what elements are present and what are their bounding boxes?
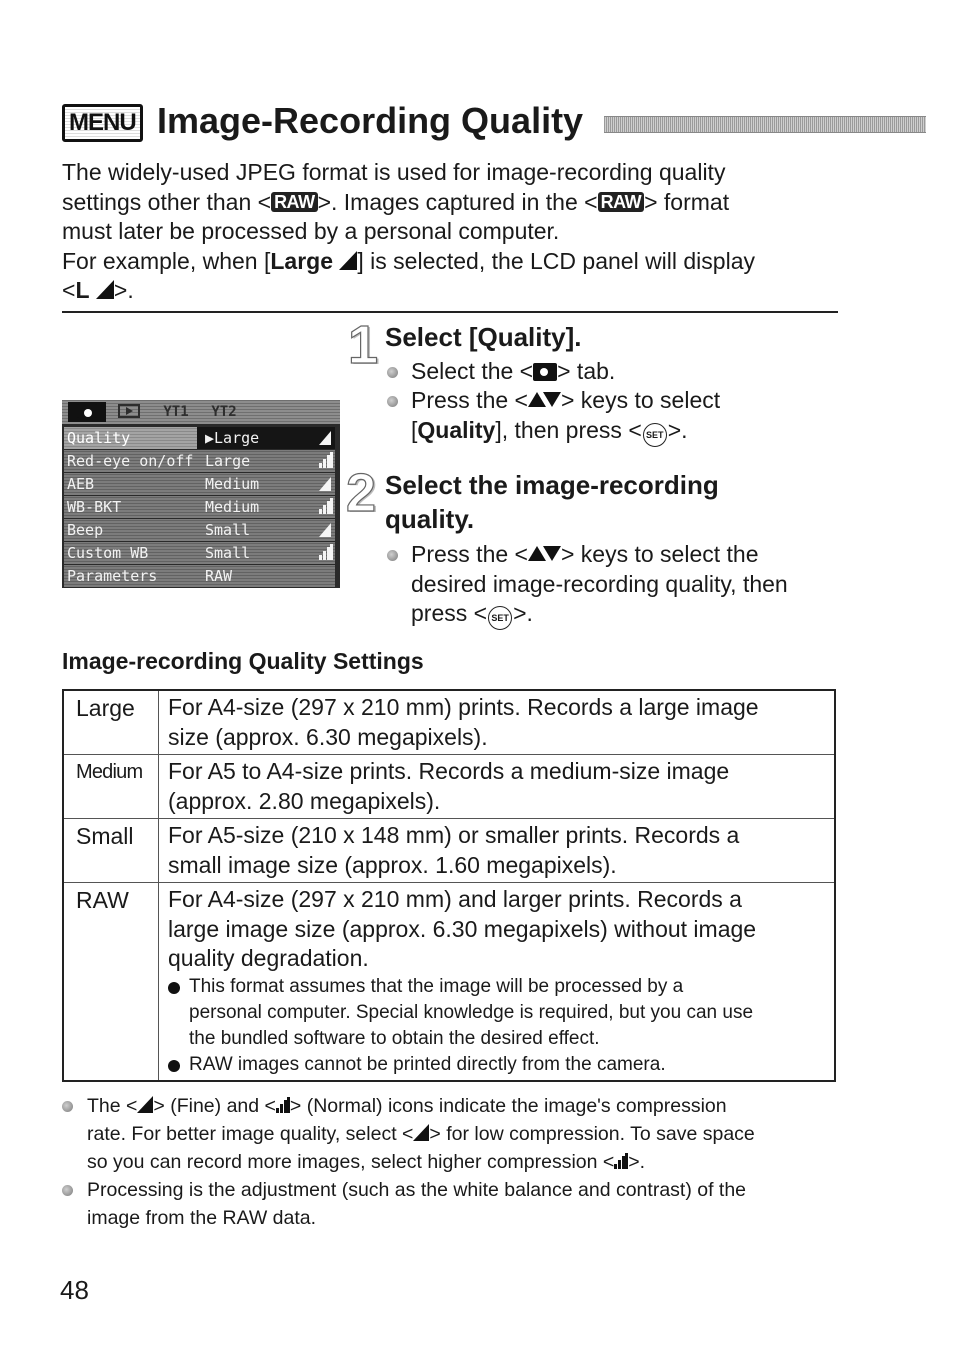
camera-icon — [77, 404, 97, 418]
raw-note: This format assumes that the image will be processed by a personal computer. Special knowledge is required, but you can use the bundled software to obtain the desired effect. — [168, 974, 826, 1052]
lcd-menu-item-beep — [62, 519, 340, 542]
bullet-dot — [168, 1060, 180, 1072]
intro-line-3: must later be processed by a personal computer. — [62, 218, 560, 244]
lcd-tab-bar — [62, 400, 340, 424]
quality-description: For A4-size (297 x 210 mm) prints. Records a large image size (approx. 6.30 megapixels). — [168, 694, 759, 750]
lcd-menu-item-label: Custom WB — [64, 542, 197, 564]
quality-name: RAW — [64, 883, 159, 1080]
fine-quality-icon — [96, 280, 114, 299]
lcd-menu-item-value: Large — [197, 450, 335, 472]
step-2-bullet-1: Press the < > keys to select the desired image-recording quality, then press < SET >. — [385, 540, 845, 630]
table-row — [64, 883, 834, 1080]
step-number-2: 2 — [346, 463, 377, 523]
step-1-bullet-2: Press the < > keys to select [Quality], then press < SET >. — [385, 386, 845, 447]
table-row — [64, 691, 834, 755]
menu-icon: MENU — [62, 104, 143, 142]
quality-name: Medium — [64, 755, 159, 818]
normal-quality-icon — [319, 454, 331, 468]
fine-quality-icon — [413, 1124, 429, 1141]
lcd-menu-item-label: AEB — [64, 473, 197, 495]
bullet-dot — [387, 550, 398, 561]
camera-icon — [533, 363, 557, 381]
set-button-icon: SET — [643, 423, 667, 447]
quality-description: For A5-size (210 x 148 mm) or smaller prints. Records a small image size (approx. 1.60 megapixels). — [168, 822, 740, 878]
lcd-tab-setup2: YT2 — [211, 404, 237, 420]
normal-quality-icon — [614, 1153, 628, 1169]
intro-line-4: For example, when [Large ] is selected, the LCD panel will display — [62, 247, 755, 274]
lcd-tab-playback — [112, 402, 146, 422]
intro-line-1: The widely-used JPEG format is used for image-recording quality — [62, 159, 726, 185]
footnote-processing: Processing is the adjustment (such as the white balance and contrast) of the image from the RAW data. — [62, 1176, 832, 1232]
fine-quality-icon — [319, 431, 331, 445]
intro-line-2: settings other than < RAW >. Images captured in the < RAW > format — [62, 188, 730, 215]
raw-icon: RAW — [271, 192, 318, 212]
lcd-menu-item-value: RAW — [197, 565, 335, 587]
table-row — [64, 819, 834, 883]
intro-line-5: <L >. — [62, 277, 134, 303]
page-title: Image-Recording Quality — [157, 100, 584, 141]
lcd-menu-item-value: Small — [197, 519, 335, 541]
step-number-1: 1 — [348, 315, 379, 375]
lcd-menu-item-quality — [62, 427, 340, 450]
quality-name: Small — [64, 819, 159, 882]
footnote-compression: The < > (Fine) and < > (Normal) icons indicate the image's compression rate. For better image quality, select < > for low compression. To save space so you can record more images, select higher compression < >. — [62, 1092, 832, 1176]
lcd-menu-item-label: Red-eye on/off — [64, 450, 197, 472]
up-key-icon — [528, 392, 546, 407]
section-divider — [62, 311, 838, 313]
quality-settings-table — [62, 689, 836, 1082]
table-row — [64, 755, 834, 819]
lcd-menu-item-value: ▶Large — [197, 427, 335, 449]
fine-quality-icon — [339, 251, 357, 270]
bullet-dot — [387, 396, 398, 407]
quality-description: For A5 to A4-size prints. Records a medium-size image (approx. 2.80 megapixels). — [168, 758, 730, 814]
normal-quality-icon — [319, 546, 331, 560]
fine-quality-icon — [137, 1096, 153, 1113]
fine-quality-icon — [319, 523, 331, 537]
playback-icon — [118, 404, 140, 418]
quality-name: Large — [64, 691, 159, 754]
lcd-menu-item-custom-wb — [62, 542, 340, 565]
quality-description: For A4-size (297 x 210 mm) and larger prints. Records a large image size (approx. 6.30 megapixels) without image quality degradation. This format assumes that the image will be processed by a personal computer. Special knowledge is required, but you can use the bundled software to obtain the desired effect. RAW images cannot be printed directly from the camera. — [159, 883, 834, 1080]
lcd-menu-item-wb-bkt — [62, 496, 340, 519]
lcd-menu-item-value: Medium — [197, 473, 335, 495]
step-2-heading-line-2: quality. — [385, 504, 475, 534]
lcd-menu-item-label: Beep — [64, 519, 197, 541]
step-1-bullet-1: Select the < > tab. — [385, 357, 845, 387]
bullet-dot — [62, 1101, 73, 1112]
up-key-icon — [528, 546, 546, 561]
lcd-menu-item-parameters — [62, 565, 340, 588]
fine-quality-icon — [319, 477, 331, 491]
normal-quality-icon — [276, 1097, 290, 1113]
settings-section-title: Image-recording Quality Settings — [62, 648, 424, 674]
lcd-menu-item-label: Parameters — [64, 565, 197, 587]
step-1-heading: Select [Quality]. — [385, 322, 582, 352]
lcd-menu-item-value: Medium — [197, 496, 335, 518]
raw-icon: RAW — [598, 192, 645, 212]
intro-paragraph — [62, 158, 842, 306]
bullet-dot — [62, 1185, 73, 1196]
lcd-menu-item-label: WB-BKT — [64, 496, 197, 518]
lcd-menu-screen — [62, 400, 340, 588]
page-number: 48 — [60, 1275, 89, 1305]
set-button-icon: SET — [488, 606, 512, 630]
lcd-tab-shooting — [68, 402, 106, 422]
bullet-dot — [168, 982, 180, 994]
normal-quality-icon — [319, 500, 331, 514]
lcd-tab-setup1: YT1 — [163, 404, 189, 420]
lcd-menu-item-red-eye — [62, 450, 340, 473]
bullet-dot — [387, 367, 398, 378]
lcd-menu-item-aeb — [62, 473, 340, 496]
lcd-menu-item-label: Quality — [64, 427, 197, 449]
raw-note: RAW images cannot be printed directly from the camera. — [168, 1052, 826, 1078]
step-2-heading-line-1: Select the image-recording — [385, 470, 719, 500]
title-rule — [604, 116, 926, 133]
footnotes — [62, 1092, 832, 1232]
lcd-menu-item-value: Small — [197, 542, 335, 564]
